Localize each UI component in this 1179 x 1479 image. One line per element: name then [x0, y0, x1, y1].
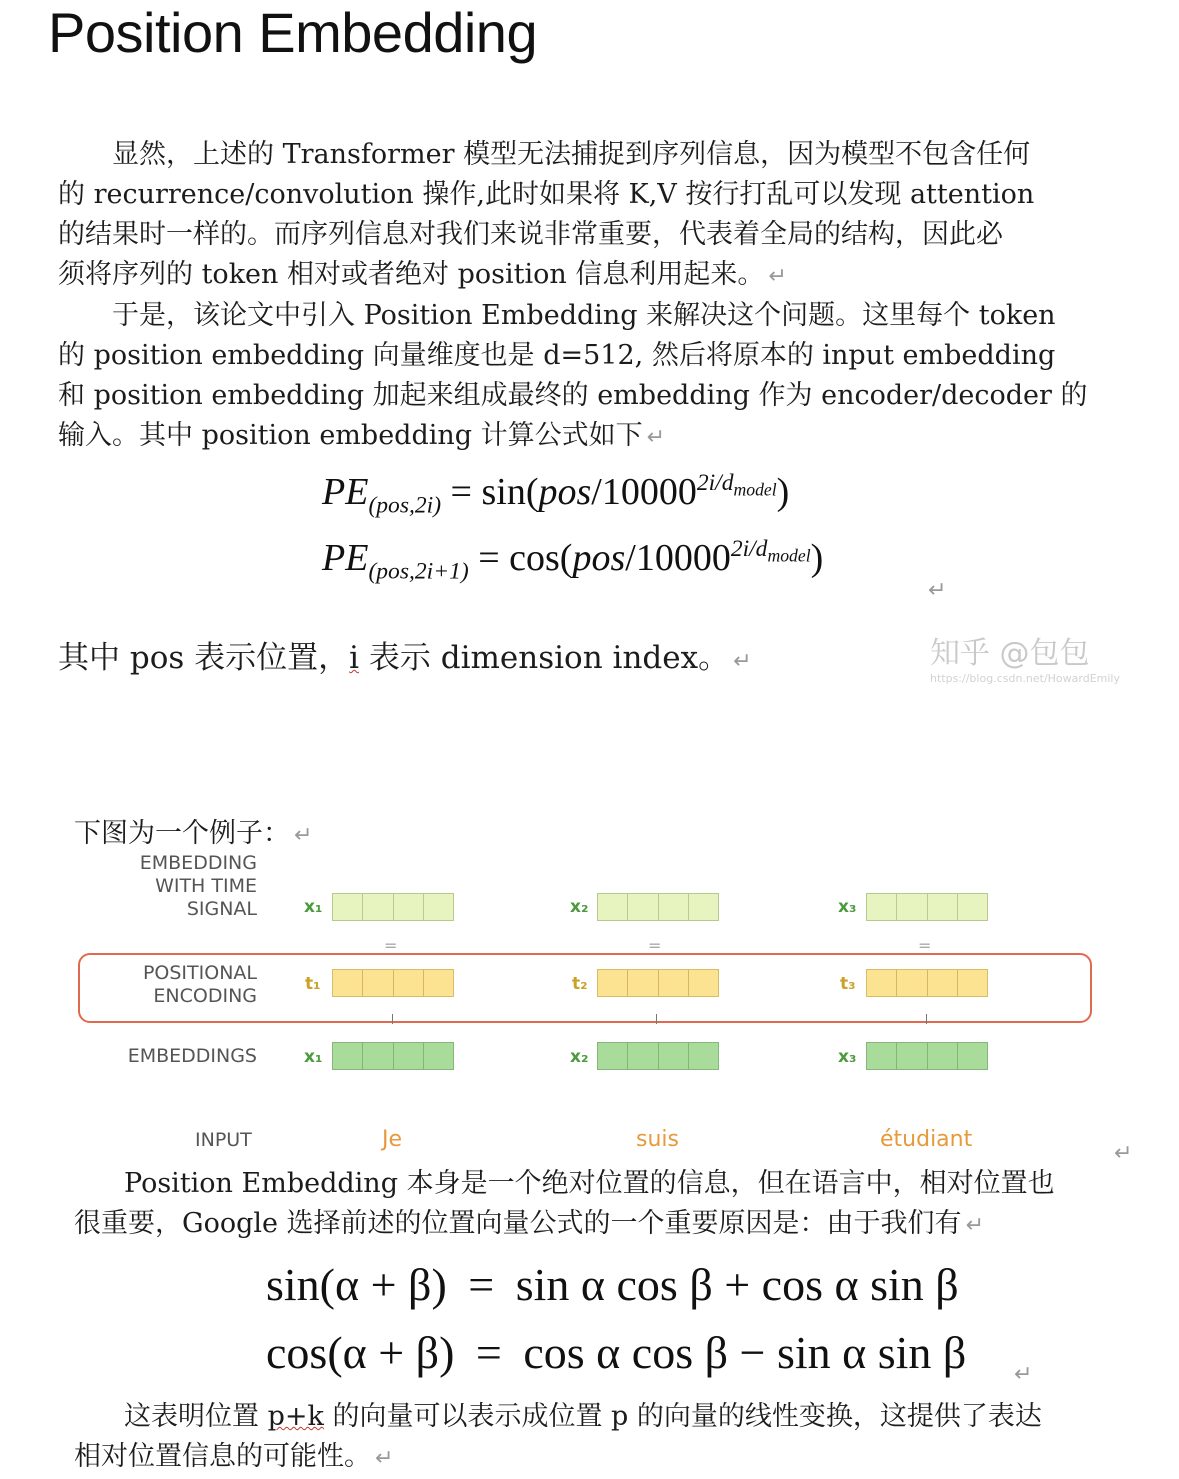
- return-mark-icon: ↵: [294, 823, 313, 848]
- para2-line-2: 的 position embedding 向量维度也是 d=512, 然后将原本的 input embedding: [58, 340, 1056, 371]
- base-number: 10000: [601, 471, 697, 513]
- row-label-line: WITH TIME: [155, 875, 257, 897]
- plus-tick: [926, 1014, 927, 1024]
- t3-vector: [866, 969, 988, 997]
- pe-cos-formula: $PE_{(pos,2i+1)} = \cos(pos/10000^{2i/d_{model}})$: [322, 536, 824, 585]
- x1-signal-vector: [332, 893, 454, 921]
- note-suffix: 表示 dimension index。: [359, 640, 730, 676]
- x2-signal-label: x₂: [570, 897, 589, 917]
- x2-signal-vector: [597, 893, 719, 921]
- return-mark-icon: ↵: [646, 425, 666, 450]
- note-prefix: 其中 pos 表示位置，: [58, 640, 350, 676]
- note-i: i: [349, 640, 360, 676]
- plus-tick: [656, 1014, 657, 1024]
- row-label-embeddings: EMBEDDINGS: [127, 1045, 257, 1067]
- cos-sum-rhs: cos α cos β − sin α sin β: [523, 1327, 967, 1378]
- pe-sin-formula: $PE_{(pos,2i)} = \sin(pos/10000^{2i/d_{model}})$: [322, 470, 790, 519]
- cos-function: cos: [509, 537, 560, 579]
- row-label-line: POSITIONAL: [142, 962, 257, 984]
- row-label-line: ENCODING: [153, 985, 257, 1007]
- para3-line-2-text: 很重要，Google 选择前述的位置向量公式的一个重要原因是：由于我们有: [74, 1208, 962, 1239]
- pe-subscript-even: (pos,2i): [368, 492, 442, 519]
- watermark-url: https://blog.csdn.net/HowardEmily: [930, 672, 1121, 685]
- return-mark-icon: ↵: [1114, 1141, 1133, 1166]
- watermark: 知乎 @包包: [930, 636, 1090, 671]
- t2-label: t₂: [572, 974, 588, 994]
- pe-symbol: PE: [322, 471, 369, 513]
- equals-sign: =: [468, 1259, 495, 1310]
- input-word-1: Je: [382, 1127, 403, 1152]
- sin-function: sin: [481, 471, 526, 513]
- pos-var: pos: [538, 471, 592, 513]
- para4-pk: p+k: [267, 1401, 324, 1432]
- para4-line-2: [74, 1437, 393, 1479]
- para4-rest: 的向量可以表示成位置 p 的向量的线性变换，这提供了表达: [323, 1401, 1042, 1432]
- exponent-sub: model: [767, 546, 811, 567]
- sin-sum-lhs: sin(α + β): [266, 1259, 447, 1310]
- eq-mark-3: =: [918, 936, 932, 955]
- pe-subscript-odd: (pos,2i+1): [368, 558, 469, 585]
- return-mark-icon: ↵: [733, 649, 752, 674]
- x2-embedding-vector: [597, 1042, 719, 1070]
- input-word-2: suis: [636, 1127, 679, 1152]
- para4-line-2-text: 相对位置信息的可能性。: [74, 1441, 371, 1472]
- base-number: 10000: [635, 537, 731, 579]
- cos-sum-identity: [266, 1326, 966, 1379]
- x3-signal-vector: [866, 893, 988, 921]
- para2-line-4-text: 输入。其中 position embedding 计算公式如下: [58, 420, 643, 451]
- return-mark-icon: ↵: [375, 1446, 394, 1471]
- row-label-line: SIGNAL: [186, 898, 257, 920]
- para3-line-2: [74, 1204, 984, 1246]
- eq-mark-2: =: [648, 936, 662, 955]
- sin-sum-identity: [266, 1258, 959, 1311]
- para4-line-1: [124, 1397, 1042, 1437]
- x1-signal-label: x₁: [304, 897, 323, 917]
- return-mark-icon: ↵: [768, 264, 787, 289]
- x1-embedding-label: x₁: [304, 1047, 323, 1067]
- eq-mark-1: =: [384, 936, 398, 955]
- equals-sign: =: [475, 1327, 502, 1378]
- x1-embedding-vector: [332, 1042, 454, 1070]
- t1-label: t₁: [305, 974, 321, 994]
- input-word-3: étudiant: [880, 1127, 973, 1152]
- t3-label: t₃: [840, 974, 856, 994]
- x3-signal-label: x₃: [838, 897, 857, 917]
- return-mark-icon: ↵: [928, 578, 947, 603]
- exponent-sub: model: [733, 480, 777, 501]
- x3-embedding-vector: [866, 1042, 988, 1070]
- para1-line-2: 的 recurrence/convolution 操作,此时如果将 K,V 按行打乱可以发现 attention: [58, 179, 1035, 210]
- equals-sign: =: [450, 471, 472, 513]
- exponent: 2i/d: [730, 536, 768, 563]
- pos-var: pos: [572, 537, 626, 579]
- t2-vector: [597, 969, 719, 997]
- para2-line-1: 于是，该论文中引入 Position Embedding 来解决这个问题。这里每个 token: [112, 300, 1056, 331]
- plus-tick: [392, 1014, 393, 1024]
- example-caption-text: 下图为一个例子：: [74, 818, 290, 849]
- para3-line-1: Position Embedding 本身是一个绝对位置的信息，但在语言中，相对位置也: [124, 1168, 1055, 1199]
- row-label-input: INPUT: [195, 1129, 252, 1151]
- para1-line-4-text: 须将序列的 token 相对或者绝对 position 信息利用起来。: [58, 259, 765, 290]
- row-label-line: EMBEDDING: [139, 852, 257, 874]
- cos-sum-lhs: cos(α + β): [266, 1327, 455, 1378]
- page-title: Position Embedding: [48, 1, 538, 64]
- exponent: 2i/d: [696, 470, 734, 497]
- x2-embedding-label: x₂: [570, 1047, 589, 1067]
- para1-line-1: 显然，上述的 Transformer 模型无法捕捉到序列信息，因为模型不包含任何: [112, 139, 1031, 170]
- return-mark-icon: ↵: [965, 1213, 984, 1238]
- t1-vector: [332, 969, 454, 997]
- equals-sign: =: [478, 537, 500, 579]
- para1-line-3: 的结果时一样的。而序列信息对我们来说非常重要，代表着全局的结构，因此必: [58, 219, 1003, 250]
- return-mark-icon: ↵: [1014, 1362, 1033, 1387]
- sin-sum-rhs: sin α cos β + cos α sin β: [515, 1259, 959, 1310]
- para2-line-3: 和 position embedding 加起来组成最终的 embedding 作为 encoder/decoder 的: [58, 380, 1088, 411]
- x3-embedding-label: x₃: [838, 1047, 857, 1067]
- para4-prefix: 这表明位置: [124, 1401, 268, 1432]
- row-label-embedding-time-signal: [100, 852, 257, 921]
- pe-symbol: PE: [322, 537, 369, 579]
